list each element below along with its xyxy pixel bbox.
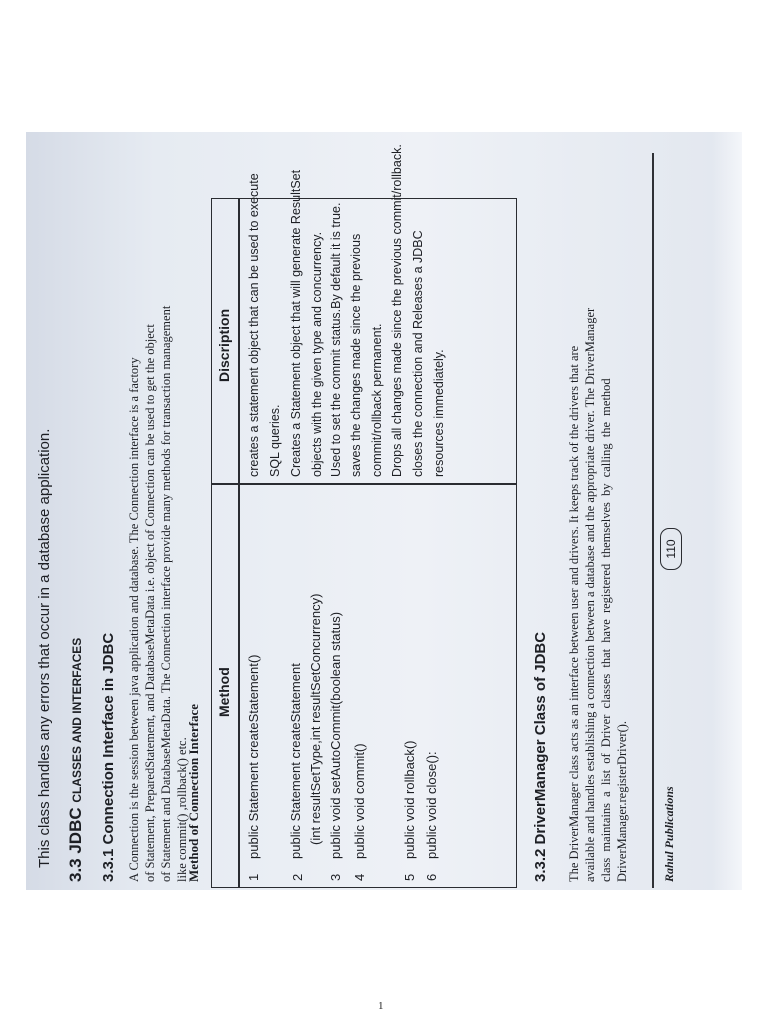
description-text: closes the connection and Releases a JDBC <box>411 230 425 477</box>
drivermanager-paragraph <box>566 182 630 882</box>
method-text: public void setAutoCommit(boolean status) <box>328 611 343 859</box>
description-text: SQL queries. <box>267 404 282 477</box>
intro-line: This class handles any errors that occur in a database application. <box>36 428 53 868</box>
paragraph-line: available and handles establishing a connection between a database and the appropriate driver. The DriverManager <box>583 307 597 882</box>
row-description <box>326 202 347 477</box>
row-number: 2 <box>290 873 305 881</box>
row-description <box>387 144 408 477</box>
method-text: public Statement createStatement() <box>246 654 261 859</box>
section-heading-number: 3.3 JDBC <box>66 807 85 882</box>
method-table-heading: Method of Connection Interface <box>186 704 201 882</box>
subsection-heading-drivermanager: 3.3.2 DriverManager Class of JDBC <box>532 631 549 882</box>
column-header-method: Method <box>216 667 232 717</box>
book-page <box>26 132 742 890</box>
row-number: 4 <box>352 873 367 881</box>
row-description <box>408 202 449 477</box>
row-method <box>286 594 326 859</box>
methods-table <box>211 144 517 888</box>
row-method <box>350 743 370 859</box>
subsection-heading-connection: 3.3.1 Connection Interface in JDBC <box>100 632 117 882</box>
row-description <box>346 202 387 477</box>
row-number: 1 <box>246 873 261 881</box>
row-method <box>244 655 264 860</box>
row-number: 5 <box>402 873 417 881</box>
method-text: public void rollback() <box>402 740 417 859</box>
description-text: Creates a Statement object that will generate ResultSet <box>289 169 303 477</box>
method-text: public void commit() <box>352 743 367 859</box>
paragraph-line: A Connection is the session between java application and database. The Connection interface is a factory <box>127 357 141 882</box>
method-text: public Statement createStatement <box>288 663 303 859</box>
scanned-page-photo <box>26 132 742 890</box>
header-divider <box>238 199 240 887</box>
row-method <box>422 751 442 859</box>
section-heading-title: CLASSES AND INTERFACES <box>70 637 84 803</box>
description-text: commit/rollback permanent. <box>369 323 384 477</box>
row-description <box>244 173 285 477</box>
description-text: Used to set the commit status.By default it is true. <box>329 202 343 477</box>
column-header-description: Discription <box>216 308 232 382</box>
row-number: 6 <box>424 873 439 881</box>
paragraph-line: DriverManager.registerDriver(). <box>615 720 629 882</box>
section-heading <box>66 638 86 882</box>
row-number: 3 <box>328 873 343 881</box>
connection-paragraph <box>126 147 190 882</box>
description-text: Drops all changes made since the previous commit/rollback. <box>390 144 404 477</box>
document-page-number: 1 <box>378 1000 384 1012</box>
paragraph-line: like commit() ,rollback() etc. <box>175 737 189 882</box>
row-description <box>286 169 327 477</box>
paragraph-line: of Statement and DatabaseMetaData. The Connection interface provide many methods for transaction management <box>159 305 173 882</box>
method-text: (int resultSetType,int resultSetConcurrency) <box>308 593 323 845</box>
row-method <box>326 612 346 859</box>
paragraph-line: The DriverManager class acts as an interface between user and drivers. It keeps track of the drivers that are <box>567 345 581 882</box>
description-text: creates a statement object that can be used to execute <box>247 173 261 477</box>
book-page-number: 110 <box>660 528 682 570</box>
column-divider <box>212 484 516 486</box>
description-text: resources immediately. <box>431 349 446 477</box>
row-method <box>400 741 420 860</box>
method-text: public void close(): <box>424 751 439 859</box>
publisher-name: Rahul Publications <box>662 786 676 882</box>
description-text: objects with the given type and concurrency. <box>309 231 324 477</box>
paragraph-line: of Statement, PreparedStatement, and DatabaseMetaData i.e. object of Connection can be used to get the object <box>143 324 157 882</box>
footer-rule <box>652 153 654 888</box>
paragraph-line: class maintains a list of Driver classes that have registered themselves by calling the method <box>599 378 613 882</box>
description-text: saves the changes made since the previous <box>349 233 363 477</box>
